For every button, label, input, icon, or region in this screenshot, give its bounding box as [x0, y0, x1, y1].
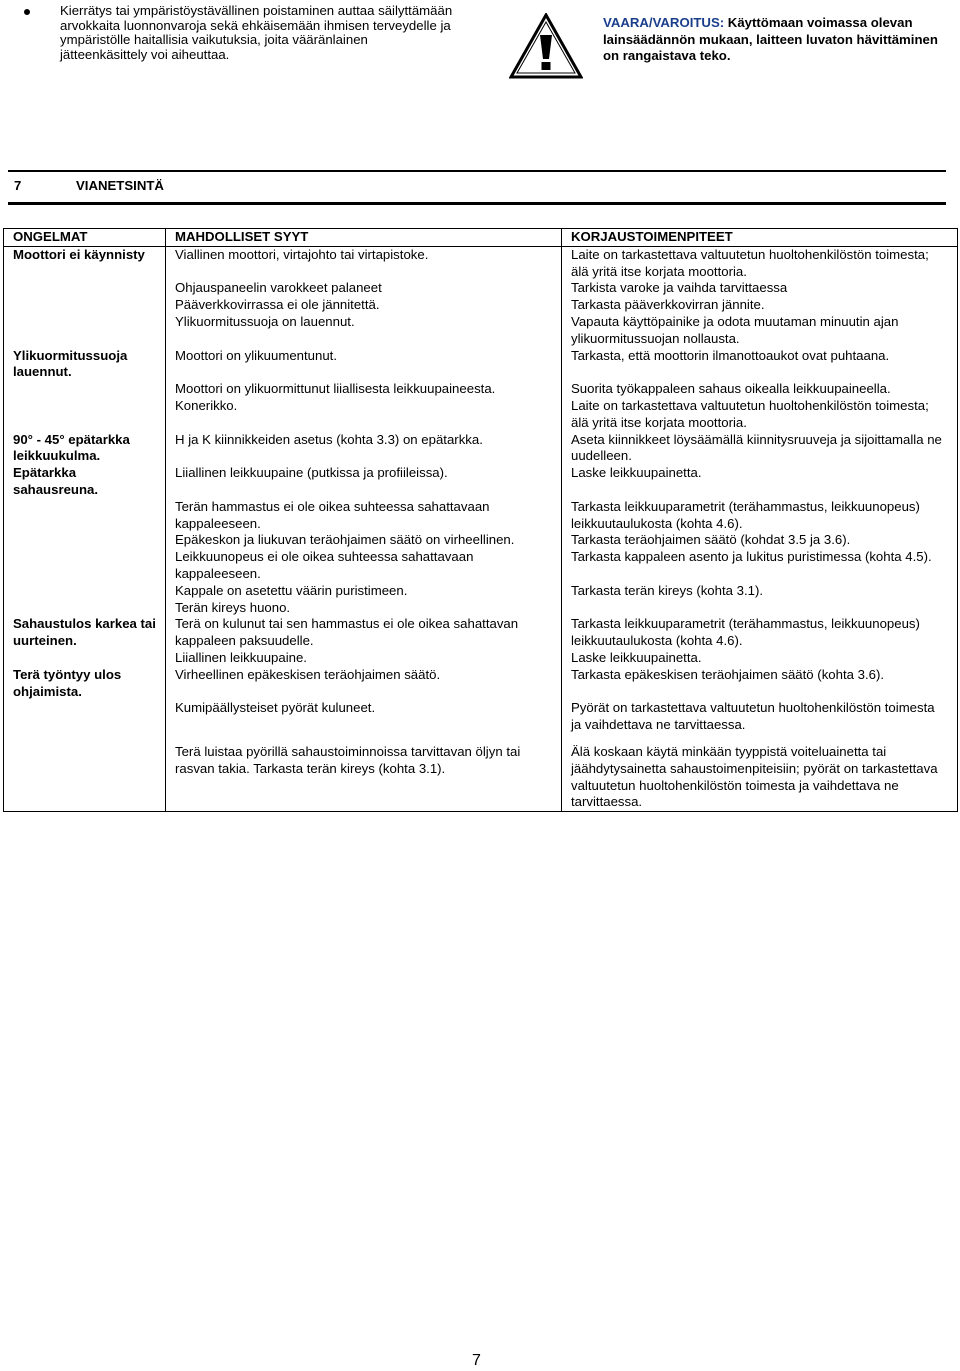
problem-cell: Epätarkka sahausreuna.	[4, 465, 166, 499]
problem-cell: Ylikuormitussuoja lauennut.	[4, 348, 166, 382]
remedy-cell: Tarkasta leikkuuparametrit (terähammastus, leikkuunopeus) leikkuutaulukosta (kohta 4.6).	[562, 616, 958, 650]
table-row	[4, 744, 958, 812]
table-row	[4, 314, 958, 348]
section-number: 7	[14, 178, 22, 193]
troubleshooting-table	[3, 228, 958, 812]
table-header-row	[4, 229, 958, 247]
problem-cell	[4, 297, 166, 314]
warning-triangle-icon	[509, 13, 583, 79]
cause-cell: Terän kireys huono.	[166, 600, 562, 617]
problem-cell	[4, 398, 166, 432]
table-row	[4, 381, 958, 398]
table-row	[4, 616, 958, 650]
remedy-cell: Tarkasta, että moottorin ilmanottoaukot ovat puhtaana.	[562, 348, 958, 382]
problem-cell	[4, 314, 166, 348]
remedy-cell: Tarkasta leikkuuparametrit (terähammastus, leikkuunopeus) leikkuutaulukosta (kohta 4.6).	[562, 499, 958, 533]
table-row	[4, 583, 958, 600]
remedy-cell: Aseta kiinnikkeet löysäämällä kiinnitysruuveja ja sijoittamalla ne uudelleen.	[562, 432, 958, 466]
problem-cell	[4, 381, 166, 398]
column-header-problems: ONGELMAT	[4, 229, 166, 247]
problem-cell	[4, 700, 166, 744]
table-row	[4, 650, 958, 667]
section-rule-bottom	[8, 202, 946, 205]
cause-cell: Liiallinen leikkuupaine.	[166, 650, 562, 667]
problem-cell	[4, 744, 166, 812]
page-header	[0, 0, 960, 90]
problem-cell	[4, 532, 166, 549]
cause-cell: Terä luistaa pyörillä sahaustoiminnoissa tarvittavan öljyn tai rasvan takia. Tarkasta terän kireys (kohta 3.1).	[166, 744, 562, 812]
remedy-cell: Tarkasta epäkeskisen teräohjaimen säätö (kohta 3.6).	[562, 667, 958, 701]
table-row	[4, 549, 958, 583]
cause-cell: Kumipäällysteiset pyörät kuluneet.	[166, 700, 562, 744]
problem-cell	[4, 600, 166, 617]
cause-cell: Moottori on ylikuumentunut.	[166, 348, 562, 382]
problem-cell	[4, 650, 166, 667]
table-row	[4, 600, 958, 617]
remedy-cell: Laske leikkuupainetta.	[562, 465, 958, 499]
cause-cell: Kappale on asetettu väärin puristimeen.	[166, 583, 562, 600]
section-heading	[14, 178, 164, 193]
cause-cell: Terä on kulunut tai sen hammastus ei ole oikea sahattavan kappaleen paksuudelle.	[166, 616, 562, 650]
remedy-cell: Älä koskaan käytä minkään tyyppistä voiteluainetta tai jäähdytysainetta sahaustoimenpiteisiin; pyörät on tarkastettava valtuutetun huoltohenkilöstön toimesta ja vaihdettava ne tarvittaessa.	[562, 744, 958, 812]
warning-text	[603, 15, 953, 65]
problem-cell	[4, 549, 166, 583]
cause-cell: Ohjauspaneelin varokkeet palaneet	[166, 280, 562, 297]
table-row	[4, 499, 958, 533]
remedy-cell: Tarkasta pääverkkovirran jännite.	[562, 297, 958, 314]
table-row	[4, 398, 958, 432]
problem-cell	[4, 280, 166, 297]
problem-cell	[4, 499, 166, 533]
remedy-cell: Tarkista varoke ja vaihda tarvittaessa	[562, 280, 958, 297]
cause-cell: Ylikuormitussuoja on lauennut.	[166, 314, 562, 348]
notice-bullet-list	[18, 4, 458, 62]
problem-cell: Sahaustulos karkea tai uurteinen.	[4, 616, 166, 650]
column-header-causes: MAHDOLLISET SYYT	[166, 229, 562, 247]
problem-cell	[4, 583, 166, 600]
warning-body: Käyttömaan voimassa olevan lainsäädännön mukaan, laitteen luvaton hävittäminen on rangaistava teko.	[603, 15, 938, 63]
remedy-cell: Pyörät on tarkastettava valtuutetun huoltohenkilöstön toimesta ja vaihdettava ne tarvittaessa.	[562, 700, 958, 744]
table-row	[4, 297, 958, 314]
remedy-cell: Tarkasta teräohjaimen säätö (kohdat 3.5 ja 3.6).	[562, 532, 958, 549]
cause-cell: Moottori on ylikuormittunut liiallisesta leikkuupaineesta.	[166, 381, 562, 398]
problem-cell: Moottori ei käynnisty	[4, 246, 166, 280]
table-row	[4, 348, 958, 382]
remedy-cell: Laske leikkuupainetta.	[562, 650, 958, 667]
remedy-cell	[562, 600, 958, 617]
column-header-remedies: KORJAUSTOIMENPITEET	[562, 229, 958, 247]
cause-cell: Liiallinen leikkuupaine (putkissa ja profiileissa).	[166, 465, 562, 499]
remedy-cell: Laite on tarkastettava valtuutetun huoltohenkilöstön toimesta; älä yritä itse korjata moottoria.	[562, 398, 958, 432]
table-row	[4, 667, 958, 701]
cause-cell: Virheellinen epäkeskisen teräohjaimen säätö.	[166, 667, 562, 701]
cause-cell: Konerikko.	[166, 398, 562, 432]
problem-cell: Terä työntyy ulos ohjaimista.	[4, 667, 166, 701]
section-title: VIANETSINTÄ	[76, 178, 164, 193]
table-row	[4, 700, 958, 744]
section-rule-top	[8, 170, 946, 172]
remedy-cell: Tarkasta terän kireys (kohta 3.1).	[562, 583, 958, 600]
remedy-cell: Vapauta käyttöpainike ja odota muutaman minuutin ajan ylikuormitussuojan nollausta.	[562, 314, 958, 348]
cause-cell: H ja K kiinnikkeiden asetus (kohta 3.3) on epätarkka.	[166, 432, 562, 466]
warning-lead: VAARA/VAROITUS:	[603, 15, 725, 30]
remedy-cell: Suorita työkappaleen sahaus oikealla leikkuupaineella.	[562, 381, 958, 398]
remedy-cell: Tarkasta kappaleen asento ja lukitus puristimessa (kohta 4.5).	[562, 549, 958, 583]
cause-cell: Viallinen moottori, virtajohto tai virtapistoke.	[166, 246, 562, 280]
table-row	[4, 465, 958, 499]
page-number: 7	[472, 1352, 481, 1369]
table-row	[4, 432, 958, 466]
remedy-cell: Laite on tarkastettava valtuutetun huoltohenkilöstön toimesta; älä yritä itse korjata moottoria.	[562, 246, 958, 280]
notice-bullet-text: Kierrätys tai ympäristöystävällinen poistaminen auttaa säilyttämään arvokkaita luonnonvaroja sekä ehkäisemään ihmisen terveydelle ja ympäristölle haitallisia vaikutuksia, joita vääränlainen jätteenkäsittely voi aiheuttaa.	[60, 3, 453, 62]
bullet-dot-icon	[24, 9, 30, 15]
cause-cell: Leikkuunopeus ei ole oikea suhteessa sahattavaan kappaleeseen.	[166, 549, 562, 583]
table-row	[4, 246, 958, 280]
cause-cell: Pääverkkovirrassa ei ole jännitettä.	[166, 297, 562, 314]
notice-bullet-item	[18, 4, 458, 62]
cause-cell: Epäkeskon ja liukuvan teräohjaimen säätö on virheellinen.	[166, 532, 562, 549]
table-row	[4, 280, 958, 297]
cause-cell: Terän hammastus ei ole oikea suhteessa sahattavaan kappaleeseen.	[166, 499, 562, 533]
problem-cell: 90° - 45° epätarkka leikkuukulma.	[4, 432, 166, 466]
table-row	[4, 532, 958, 549]
